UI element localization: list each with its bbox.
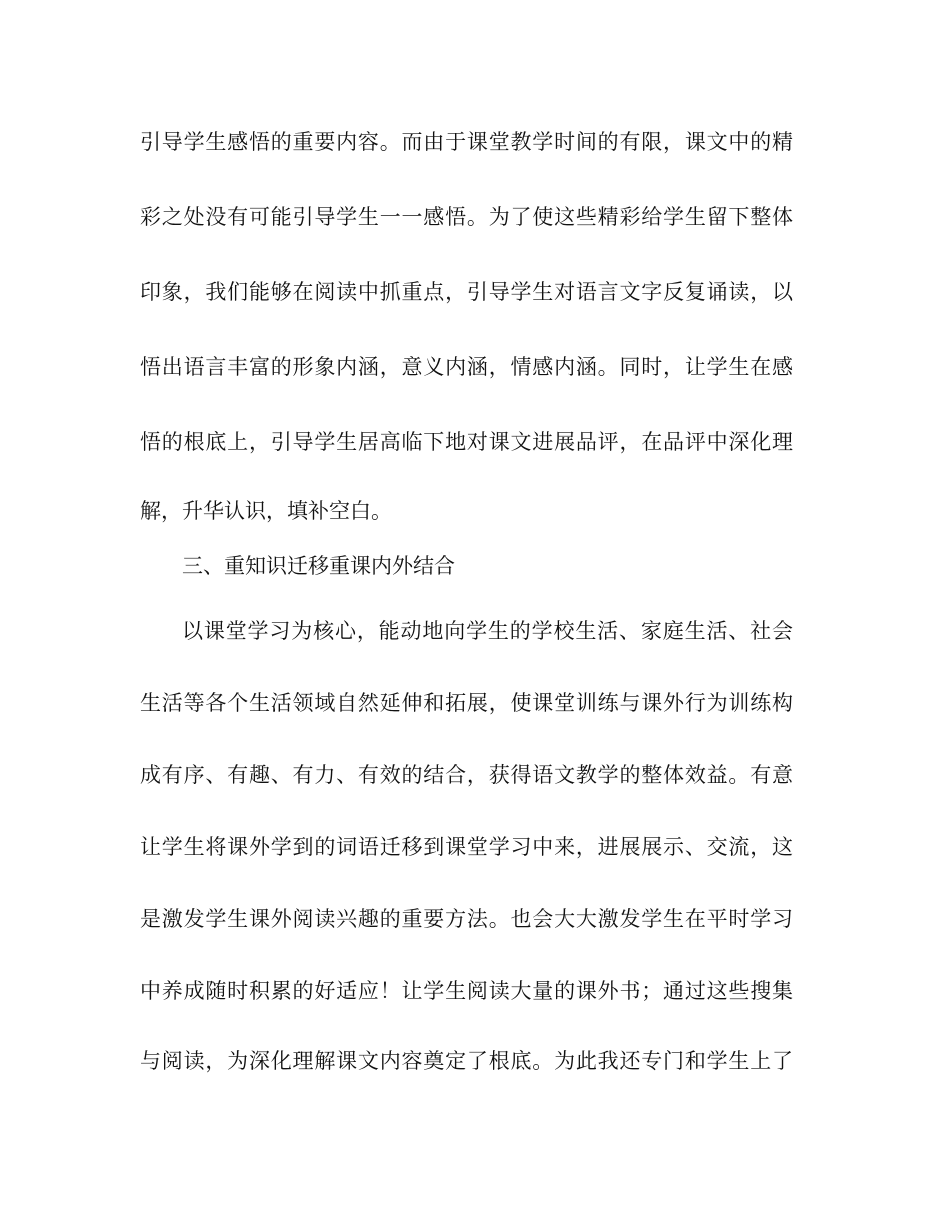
paragraph-line: 悟出语言丰富的形象内涵，意义内涵，情感内涵。同时，让学生在感 bbox=[140, 355, 793, 379]
paragraph-line: 成有序、有趣、有力、有效的结合，获得语文教学的整体效益。有意 bbox=[140, 763, 793, 787]
paragraph-line: 引导学生感悟的重要内容。而由于课堂教学时间的有限，课文中的精 bbox=[140, 130, 793, 154]
paragraph-line: 悟的根底上，引导学生居高临下地对课文进展品评，在品评中深化理 bbox=[140, 430, 793, 454]
paragraph-line: 解，升华认识，填补空白。 bbox=[140, 499, 392, 523]
paragraph-line: 彩之处没有可能引导学生一一感悟。为了使这些精彩给学生留下整体 bbox=[140, 205, 793, 229]
paragraph-line: 让学生将课外学到的词语迁移到课堂学习中来，进展展示、交流，这 bbox=[140, 835, 793, 859]
paragraph-line: 以课堂学习为核心，能动地向学生的学校生活、家庭生活、社会 bbox=[182, 619, 793, 643]
paragraph-line: 中养成随时积累的好适应！让学生阅读大量的课外书；通过这些搜集 bbox=[140, 979, 793, 1003]
paragraph-line: 是激发学生课外阅读兴趣的重要方法。也会大大激发学生在平时学习 bbox=[140, 907, 793, 931]
paragraph-line: 与阅读，为深化理解课文内容奠定了根底。为此我还专门和学生上了 bbox=[140, 1049, 793, 1073]
paragraph-line: 生活等各个生活领域自然延伸和拓展，使课堂训练与课外行为训练构 bbox=[140, 691, 793, 715]
paragraph-line: 印象，我们能够在阅读中抓重点，引导学生对语言文字反复诵读，以 bbox=[140, 280, 793, 304]
section-heading: 三、重知识迁移重课内外结合 bbox=[182, 554, 455, 578]
